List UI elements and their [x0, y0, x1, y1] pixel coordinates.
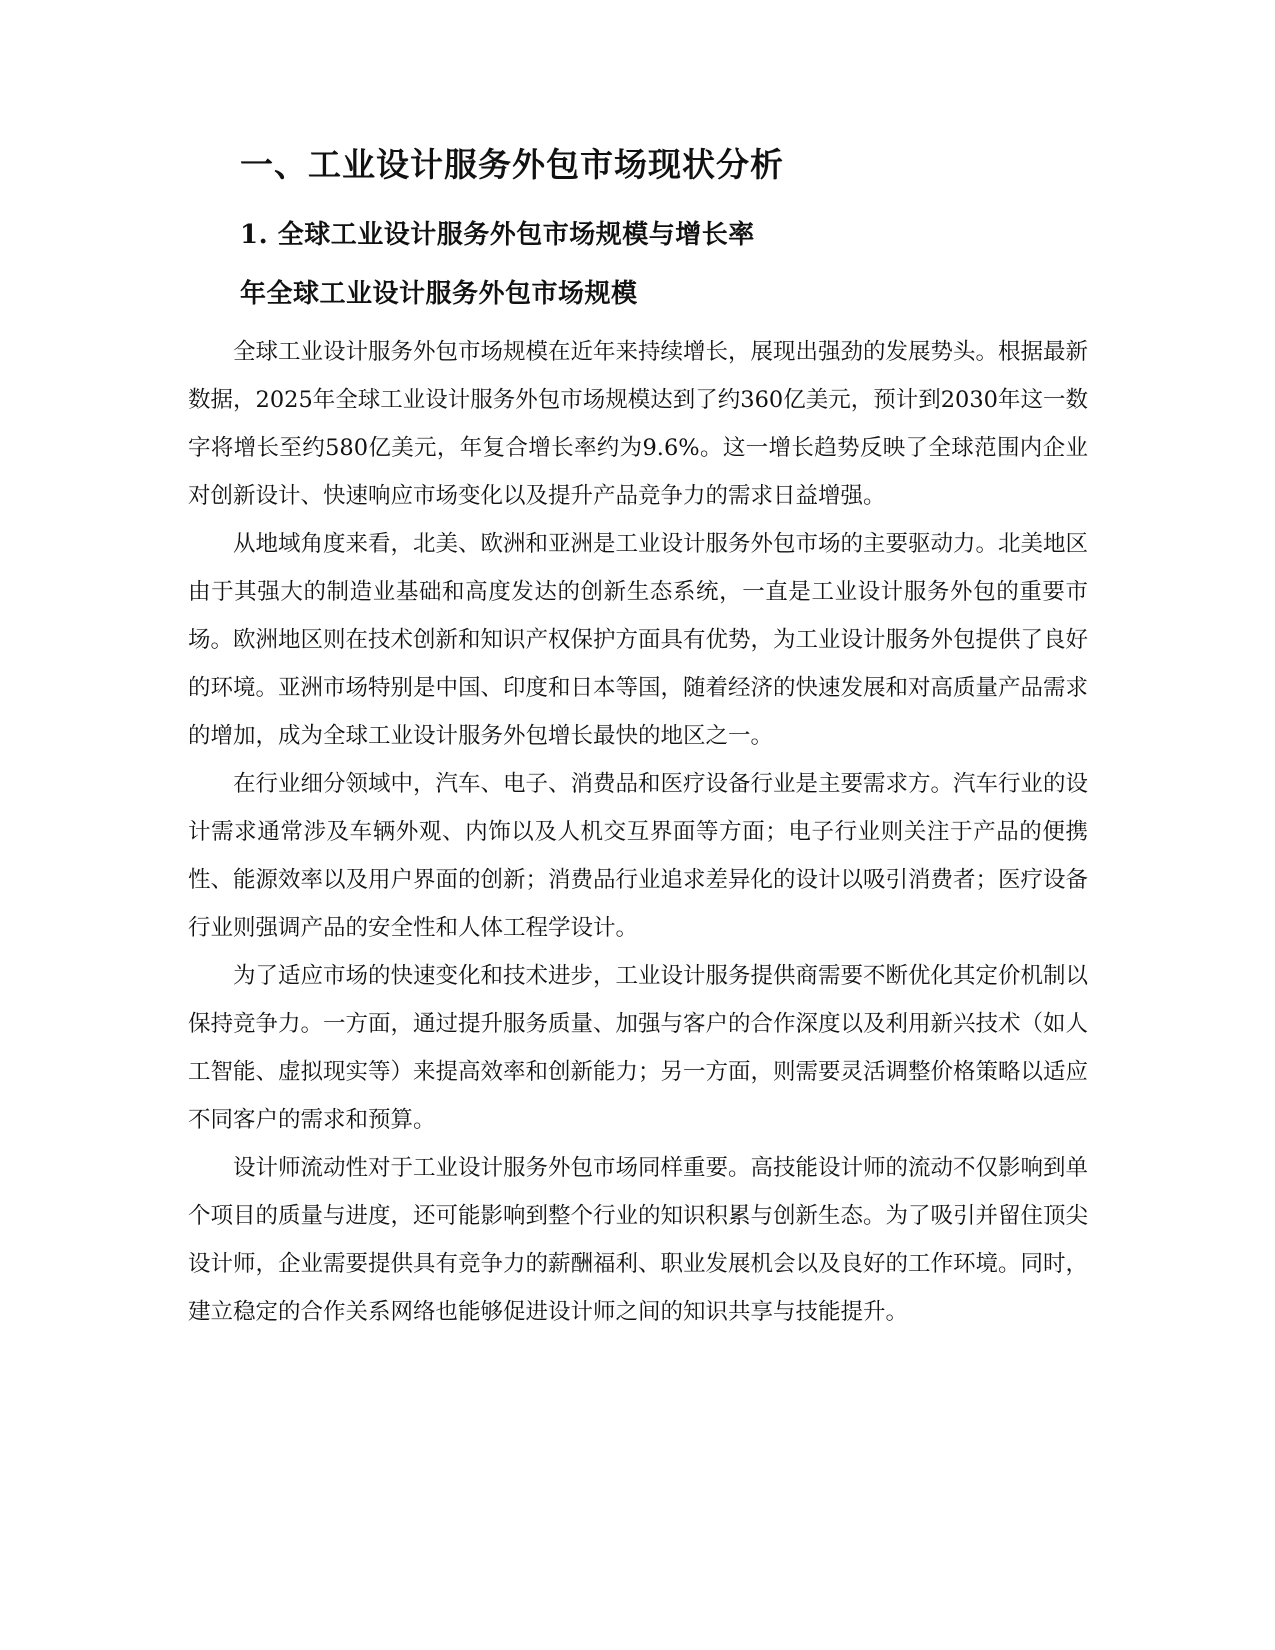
paragraph-pricing-mechanism: 为了适应市场的快速变化和技术进步，工业设计服务提供商需要不断优化其定价机制以保持竞争力。一方面，通过提升服务质量、加强与客户的合作深度以及利用新兴技术（如人工智能、虚拟现实等）来提高效率和创新能力；另一方面，则需要灵活调整价格策略以适应不同客户的需求和预算。: [188, 962, 1089, 1133]
subsection-heading: 1. 全球工业设计服务外包市场规模与增长率: [240, 219, 755, 250]
paragraph-regional-analysis: 从地域角度来看，北美、欧洲和亚洲是工业设计服务外包市场的主要驱动力。北美地区由于其强大的制造业基础和高度发达的创新生态系统，一直是工业设计服务外包的重要市场。欧洲地区则在技术创新和知识产权保护方面具有优势，为工业设计服务外包提供了良好的环境。亚洲市场特别是中国、印度和日本等国，随着经济的快速发展和对高质量产品需求的增加，成为全球工业设计服务外包增长最快的地区之一。: [188, 530, 1089, 749]
section-heading: 一、工业设计服务外包市场现状分析: [240, 145, 784, 184]
paragraph-industry-segments: 在行业细分领域中，汽车、电子、消费品和医疗设备行业是主要需求方。汽车行业的设计需求通常涉及车辆外观、内饰以及人机交互界面等方面；电子行业则关注于产品的便携性、能源效率以及用户界面的创新；消费品行业追求差异化的设计以吸引消费者；医疗设备行业则强调产品的安全性和人体工程学设计。: [188, 770, 1089, 941]
paragraph-market-size: 全球工业设计服务外包市场规模在近年来持续增长，展现出强劲的发展势头。根据最新数据，2025年全球工业设计服务外包市场规模达到了约360亿美元，预计到2030年这一数字将增长至约580亿美元，年复合增长率约为9.6%。这一增长趋势反映了全球范围内企业对创新设计、快速响应市场变化以及提升产品竞争力的需求日益增强。: [188, 338, 1089, 509]
sub-subsection-heading: 年全球工业设计服务外包市场规模: [240, 278, 638, 309]
paragraph-designer-mobility: 设计师流动性对于工业设计服务外包市场同样重要。高技能设计师的流动不仅影响到单个项目的质量与进度，还可能影响到整个行业的知识积累与创新生态。为了吸引并留住顶尖设计师，企业需要提供具有竞争力的薪酬福利、职业发展机会以及良好的工作环境。同时，建立稳定的合作关系网络也能够促进设计师之间的知识共享与技能提升。: [188, 1154, 1089, 1325]
document-body: [188, 140, 1088, 1336]
